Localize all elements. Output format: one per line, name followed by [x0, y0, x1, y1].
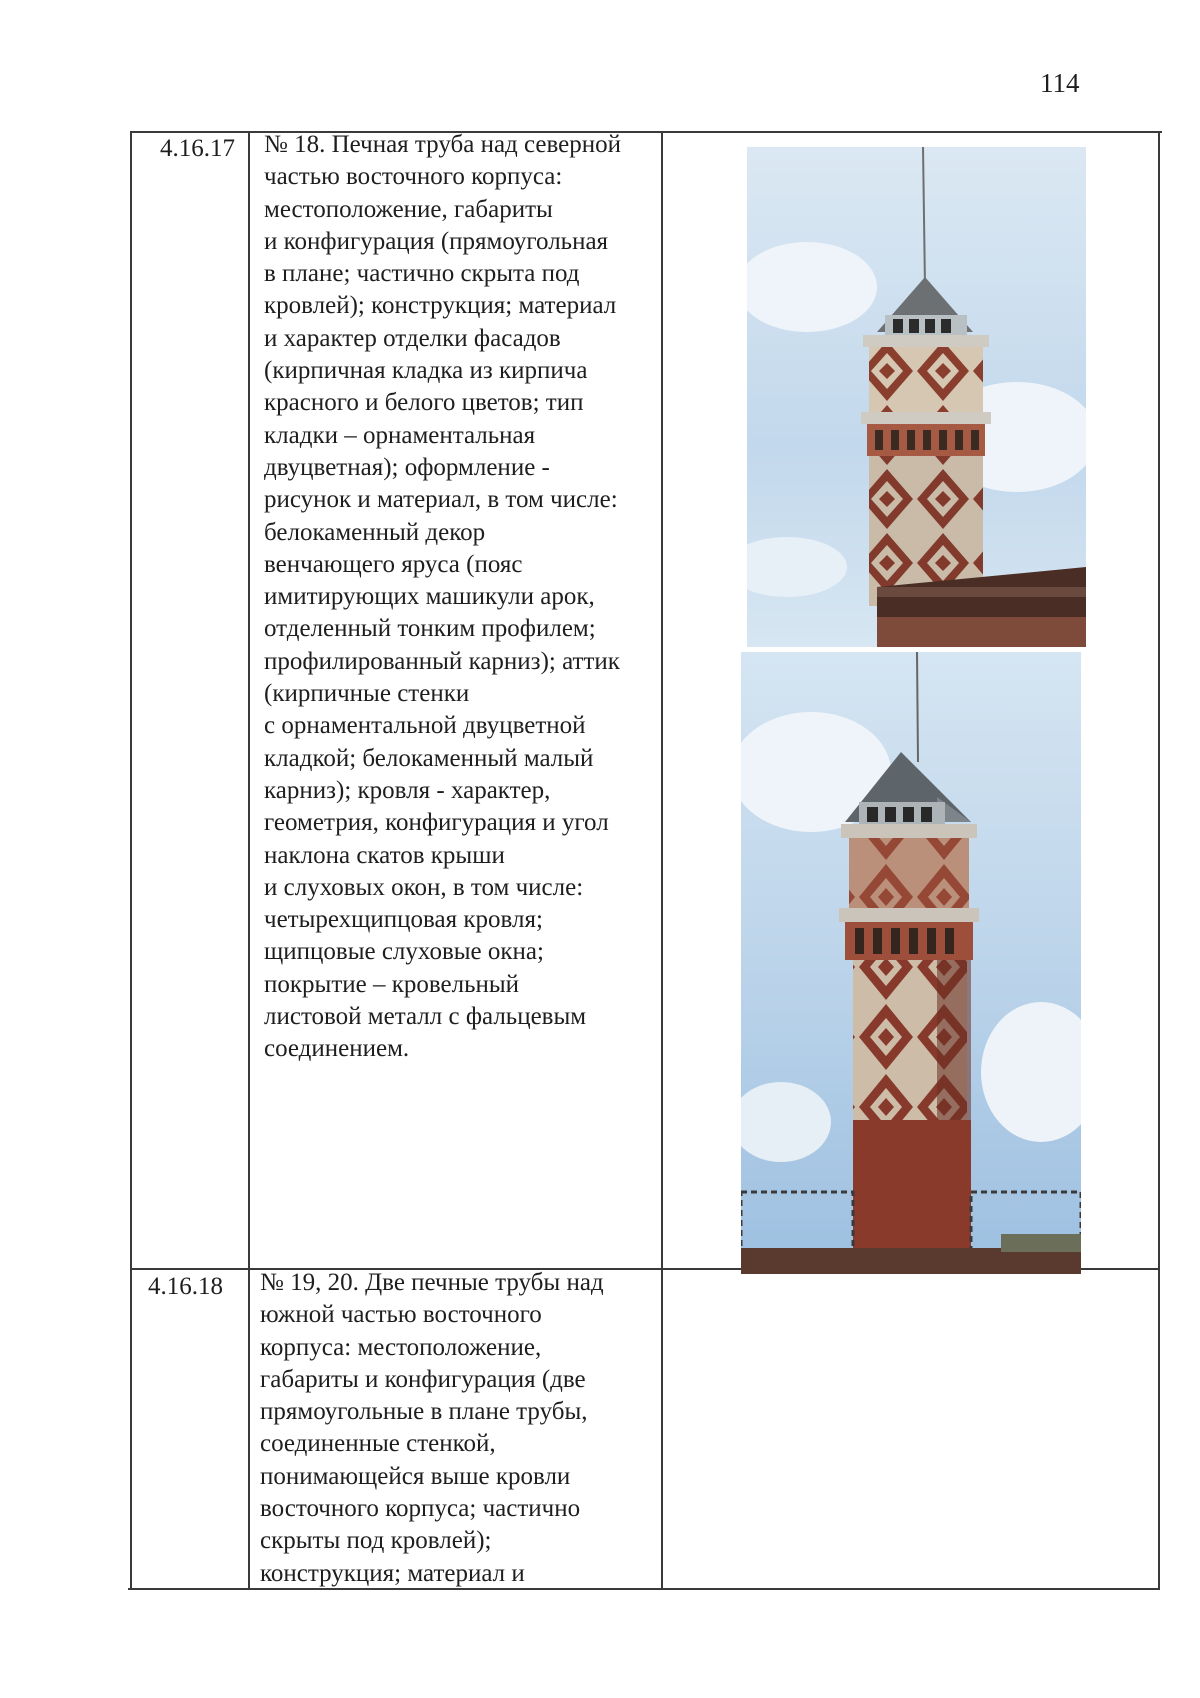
row-description-cell: № 18. Печная труба над северной частью восточного корпуса: местоположение, габариты и конфигурация (прямоугольная в плане; частично скрыта под кровлей); конструкция; материал и характер отделки фасадов (кирпичная кладка из кирпича красного и белого цветов; тип кладки – орнаментальная двуцветная); оформление - рисунок и материал, в том числе: белокаменный декор венчающего яруса (пояс имитирующих машикули арок, отделенный тонким профилем; профилированный карниз); аттик (кирпичные стенки с орнаментальной двуцветной кладкой; белокаменный малый карниз); кровля - характер, геометрия, конфигурация и угол наклона скатов крыши и слуховых окон, в том числе: четырехщипцовая кровля; щипцовые слуховые окна; покрытие – кровельный листовой металл с фальцевым соединением.	[264, 131, 622, 1063]
row-number-cell: 4.16.17	[160, 135, 235, 162]
page-number: 114	[1040, 68, 1080, 98]
row-description-cell: № 19, 20. Две печные трубы над южной частью восточного корпуса: местоположение, габариты и конфигурация (две прямоугольные в плане трубы, соединенные стенкой, понимающейся выше кровли восточного корпуса; частично скрыты под кровлей); конструкция; материал и	[260, 1269, 604, 1587]
table-right-border	[1158, 131, 1160, 1590]
table-left-border	[130, 131, 132, 1590]
column-divider-1	[248, 131, 250, 1590]
chimney-photo-top	[747, 147, 1086, 647]
chimney-photo-bottom	[741, 652, 1081, 1274]
row-number-cell: 4.16.18	[148, 1273, 223, 1300]
